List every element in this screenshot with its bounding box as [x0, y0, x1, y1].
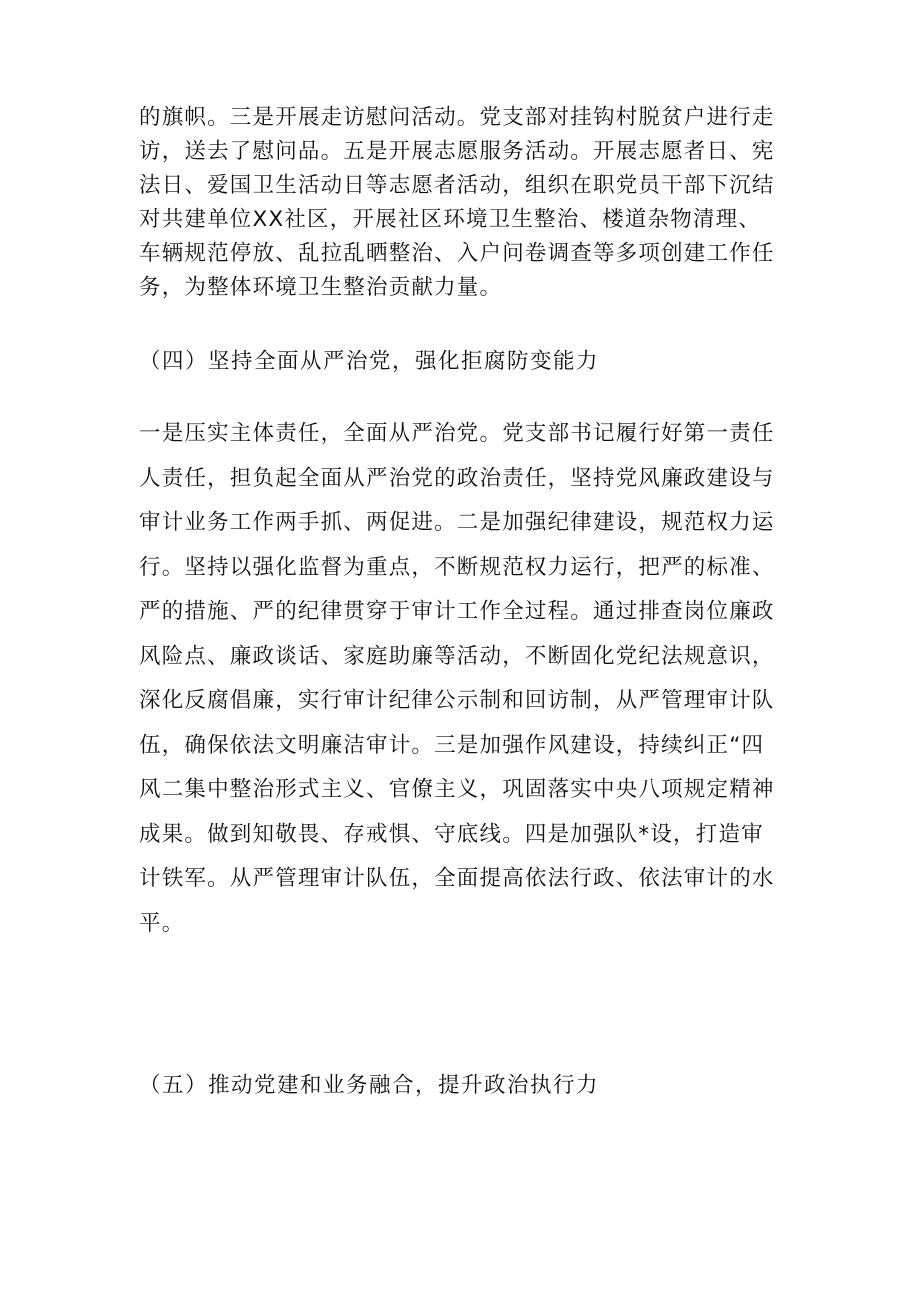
paragraph-line: 风险点、廉政谈话、家庭助廉等活动，不断固化党纪法规意识， — [139, 643, 775, 669]
paragraph-line: 车辆规范停放、乱拉乱晒整治、入户问卷调查等多项创建工作任 — [139, 241, 775, 266]
paragraph-line: 计铁军。从严管理审计队伍，全面提高依法行政、依法审计的水 — [139, 866, 775, 891]
paragraph-line: 成果。做到知敬畏、存戒惧、守底线。四是加强队*设，打造审 — [139, 821, 764, 847]
section-4-heading: （四）坚持全面从严治党，强化拒腐防变能力 — [139, 349, 600, 374]
paragraph-line: 一是压实主体责任，全面从严治党。党支部书记履行好第一责任 — [139, 421, 775, 446]
paragraph-line: 人责任，担负起全面从严治党的政治责任，坚持党风廉政建设与 — [139, 465, 775, 491]
paragraph-line: 对共建单位XX社区，开展社区环境卫生整治、楼道杂物清理、 — [139, 207, 762, 232]
paragraph-line: 务，为整体环境卫生整治贡献力量。 — [139, 275, 503, 300]
section-5-heading: （五）推动党建和业务融合，提升政治执行力 — [139, 1073, 600, 1098]
paragraph-line: 法日、爱国卫生活动日等志愿者活动，组织在职党员干部下沉结 — [139, 173, 775, 198]
section-4-paragraph — [139, 412, 799, 946]
paragraph-line: 深化反腐倡廉，实行审计纪律公示制和回访制，从严管理审计队 — [139, 688, 775, 713]
paragraph-line: 伍，确保依法文明廉洁审计。三是加强作风建设，持续纠正“四 — [139, 732, 765, 758]
paragraph-line: 的旗帜。三是开展走访慰问活动。党支部对挂钩村脱贫户进行走 — [139, 105, 775, 130]
paragraph-line: 严的措施、严的纪律贯穿于审计工作全过程。通过排查岗位廉政 — [139, 599, 775, 624]
paragraph-line: 行。坚持以强化监督为重点，不断规范权力运行，把严的标准、 — [139, 554, 775, 580]
paragraph-line: 访，送去了慰问品。五是开展志愿服务活动。开展志愿者日、宪 — [139, 139, 775, 164]
paragraph-line: 审计业务工作两手抓、两促进。二是加强纪律建设，规范权力运 — [139, 510, 775, 535]
paragraph-line: 风二集中整治形式主义、官僚主义，巩固落实中央八项规定精神 — [139, 777, 775, 802]
paragraph-line: 平。 — [139, 910, 185, 936]
paragraph-top — [139, 101, 799, 305]
